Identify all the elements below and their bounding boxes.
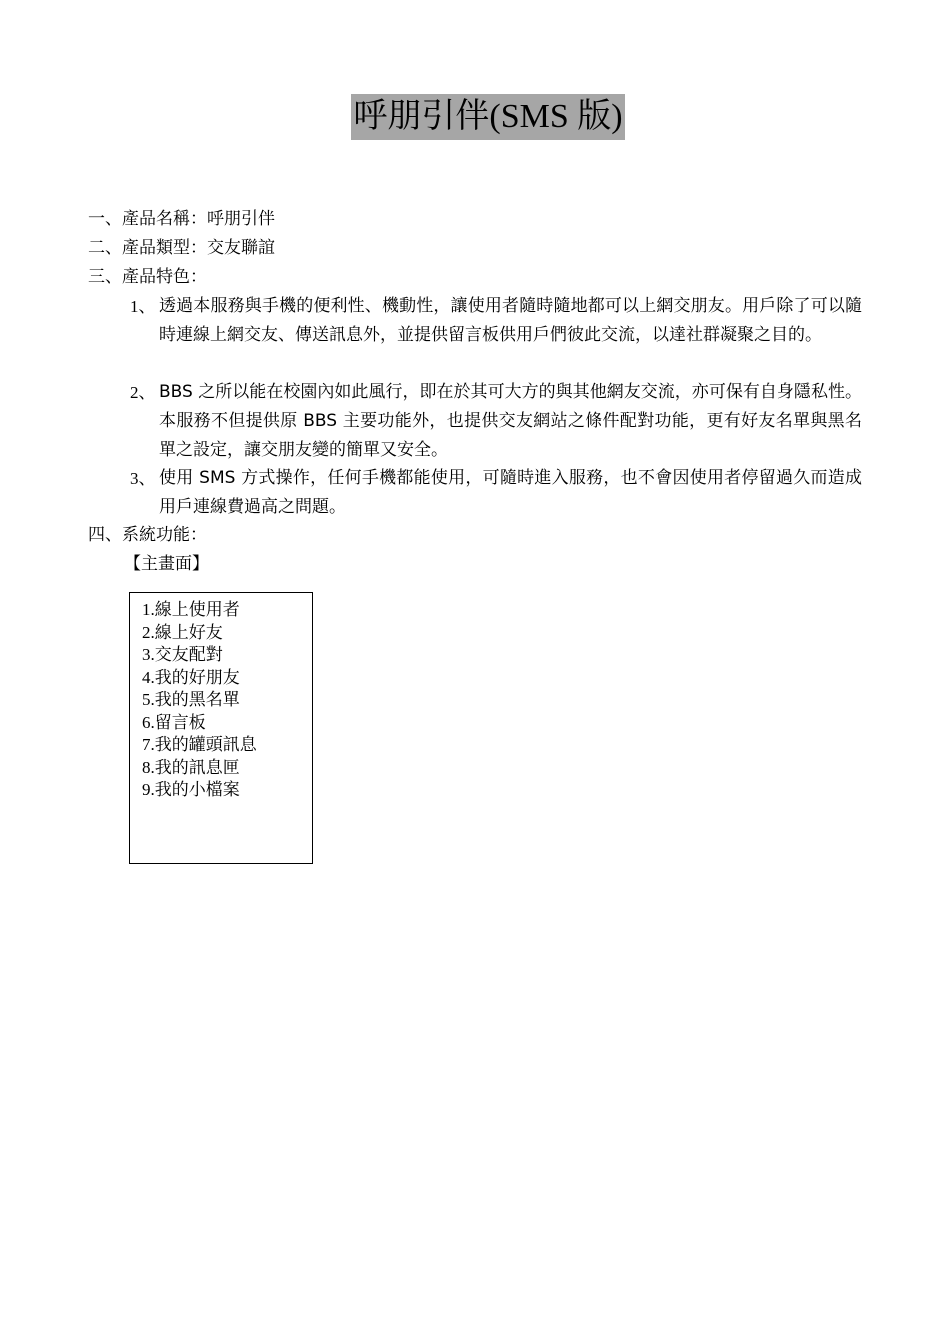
section-system-functions xyxy=(88,523,207,547)
menu-item-matching: 3.交友配對 xyxy=(142,645,223,665)
section-text: 產品特色： xyxy=(122,267,207,287)
section-text: 產品名稱：呼朋引伴 xyxy=(122,209,275,229)
feature-number: 2、 xyxy=(130,383,156,402)
menu-item-my-friends: 4.我的好朋友 xyxy=(142,667,240,688)
menu-item-message-board: 6.留言板 xyxy=(142,712,206,733)
feature-text: BBS 之所以能在校園內如此風行，即在於其可大方的與其他網友交流，亦可保有自身隱私性。本服務不但提供原 BBS 主要功能外，也提供交友網站之條件配對功能，更有好友名單與黑名單之設定，讓交朋友變的簡單又安全。 xyxy=(159,382,862,460)
feature-item-2 xyxy=(130,378,862,465)
main-menu-box xyxy=(129,592,313,864)
document-title: 呼朋引伴(SMS 版) xyxy=(351,94,624,140)
menu-item-blacklist: 5.我的黑名單 xyxy=(142,690,240,710)
section-number: 二、 xyxy=(88,238,122,258)
menu-item-online-users: 1.線上使用者 xyxy=(142,600,240,620)
main-screen-label: 【主畫面】 xyxy=(124,554,209,574)
section-text: 產品類型：交友聯誼 xyxy=(122,238,275,258)
feature-number: 3、 xyxy=(130,469,156,488)
section-number: 四、 xyxy=(88,525,122,545)
section-product-type xyxy=(88,236,275,260)
section-product-name xyxy=(88,207,275,231)
menu-item-profile: 9.我的小檔案 xyxy=(142,780,240,800)
menu-item-canned-messages: 7.我的罐頭訊息 xyxy=(142,735,257,755)
feature-item-1 xyxy=(130,292,862,350)
feature-item-3 xyxy=(130,464,862,522)
feature-text: 使用 SMS 方式操作，任何手機都能使用，可隨時進入服務，也不會因使用者停留過久而造成用戶連線費過高之問題。 xyxy=(159,468,862,517)
section-text: 系統功能： xyxy=(122,525,207,545)
menu-item-online-friends: 2.線上好友 xyxy=(142,622,223,643)
feature-text: 透過本服務與手機的便利性、機動性，讓使用者隨時隨地都可以上網交朋友。用戶除了可以隨時連線上網交友、傳送訊息外，並提供留言板供用戶們彼此交流，以達社群凝聚之目的。 xyxy=(159,296,862,345)
section-product-features xyxy=(88,265,207,289)
section-number: 三、 xyxy=(88,267,122,287)
title-container xyxy=(0,94,950,140)
menu-item-inbox: 8.我的訊息匣 xyxy=(142,757,240,778)
section-number: 一、 xyxy=(88,209,122,229)
feature-number: 1、 xyxy=(130,297,156,316)
